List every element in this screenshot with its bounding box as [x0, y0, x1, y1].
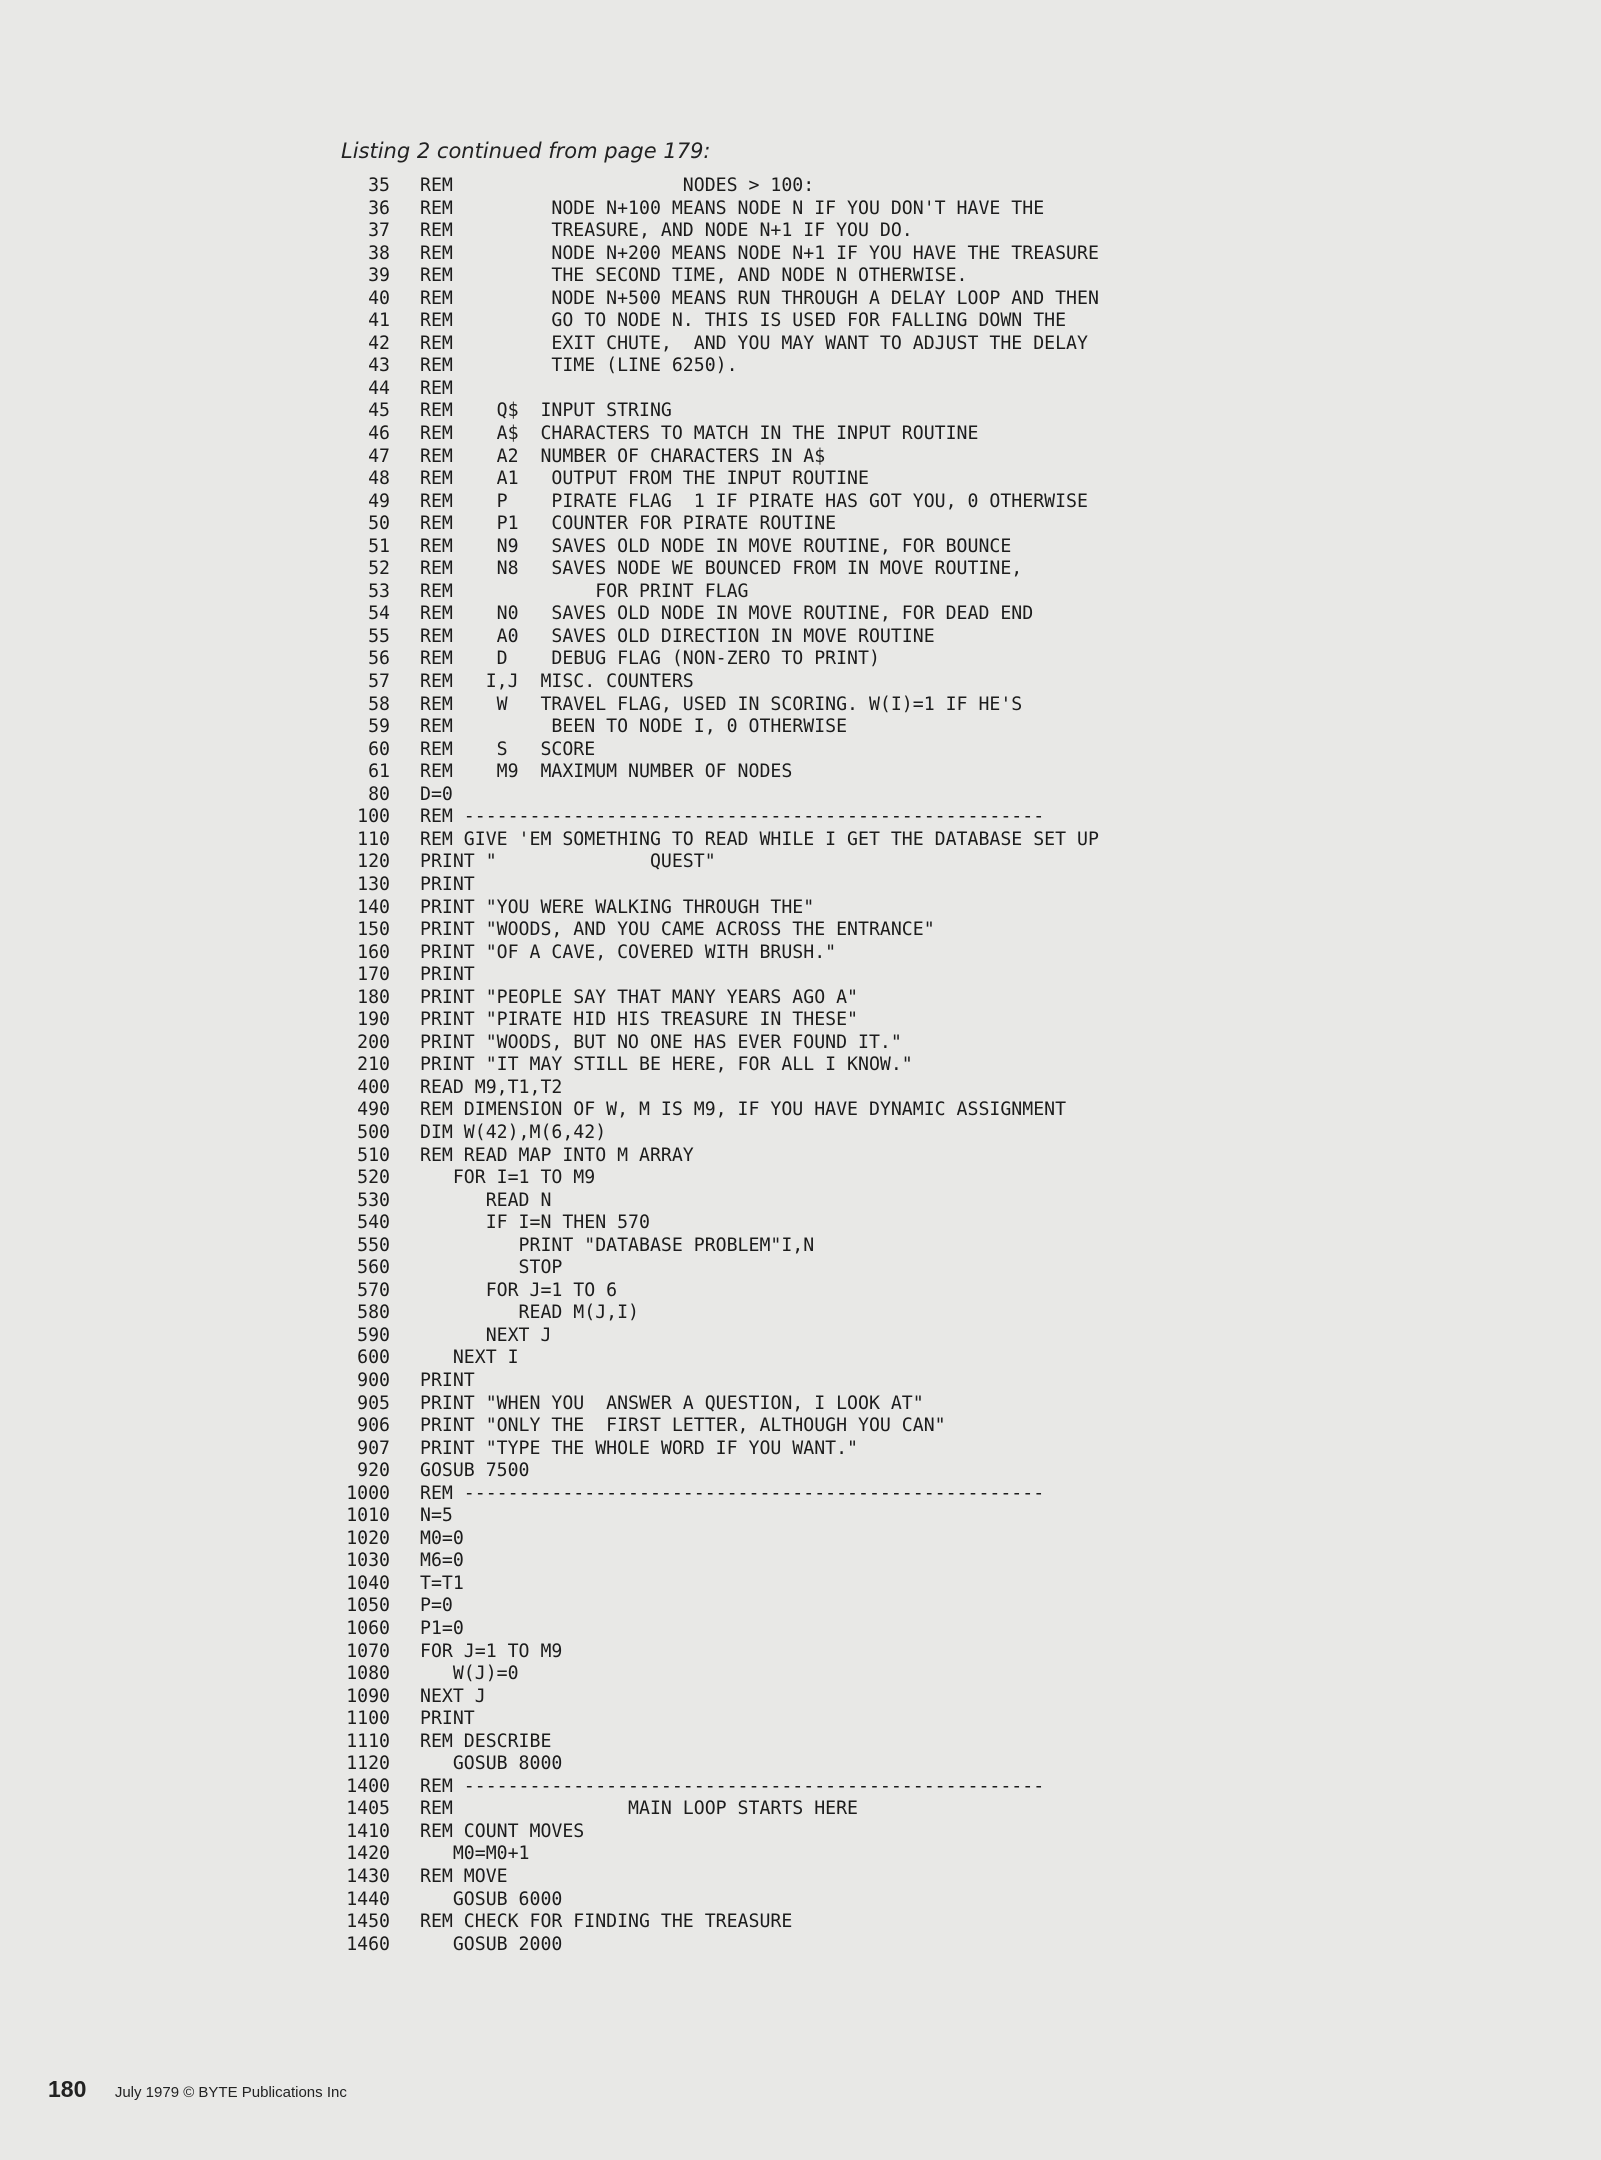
code-line: [300, 1889, 1300, 1912]
line-code: P1=0: [420, 1618, 464, 1639]
line-number: 1110: [346, 1730, 390, 1752]
code-line: [300, 491, 1300, 514]
line-code: REM D DEBUG FLAG (NON-ZERO TO PRINT): [420, 648, 880, 670]
line-number: 1040: [346, 1572, 390, 1594]
line-code: NEXT J: [420, 1685, 486, 1707]
line-code: M0=M0+1: [420, 1843, 530, 1865]
line-number: 1400: [346, 1775, 390, 1797]
line-code: REM P PIRATE FLAG 1 IF PIRATE HAS GOT YOU, 0 OTHERWISE: [420, 490, 1088, 512]
line-code: PRINT: [420, 1369, 475, 1391]
code-line: [300, 1347, 1300, 1370]
code-line: [300, 603, 1300, 626]
line-code: REM NODE N+100 MEANS NODE N IF YOU DON'T HAVE THE: [420, 197, 1045, 219]
code-line: [300, 919, 1300, 942]
line-number: 100: [357, 806, 390, 828]
line-code: PRINT "OF A CAVE, COVERED WITH BRUSH.": [420, 941, 837, 963]
line-number: 58: [368, 693, 390, 715]
line-code: REM -----------------------------------------------------: [420, 806, 1045, 828]
line-code: REM A1 OUTPUT FROM THE INPUT ROUTINE: [420, 468, 869, 490]
line-code: REM: [420, 377, 453, 399]
line-number: 200: [357, 1031, 390, 1053]
line-number: 1420: [346, 1843, 390, 1865]
line-code: REM W TRAVEL FLAG, USED IN SCORING. W(I)=1 IF HE'S: [420, 693, 1023, 715]
line-number: 190: [357, 1009, 390, 1031]
line-code: REM FOR PRINT FLAG: [420, 580, 749, 602]
line-code: REM A$ CHARACTERS TO MATCH IN THE INPUT ROUTINE: [420, 423, 979, 445]
code-line: [300, 1190, 1300, 1213]
line-number: 1460: [346, 1933, 390, 1955]
code-line: [300, 1843, 1300, 1866]
code-line: [300, 1731, 1300, 1754]
line-code: REM TREASURE, AND NODE N+1 IF YOU DO.: [420, 220, 913, 242]
page-footer: [48, 2076, 347, 2103]
line-code: REM A0 SAVES OLD DIRECTION IN MOVE ROUTINE: [420, 625, 935, 647]
line-code: REM N9 SAVES OLD NODE IN MOVE ROUTINE, FOR BOUNCE: [420, 535, 1012, 557]
line-number: 900: [357, 1369, 390, 1391]
code-line: [300, 1550, 1300, 1573]
code-line: [300, 355, 1300, 378]
line-code: NEXT I: [420, 1347, 519, 1369]
line-code: REM DESCRIBE: [420, 1730, 552, 1752]
page-number: 180: [48, 2076, 87, 2102]
line-code: REM MOVE: [420, 1866, 508, 1888]
line-number: 56: [368, 648, 390, 670]
line-code: PRINT: [420, 964, 475, 986]
line-number: 60: [368, 738, 390, 760]
code-line: [300, 1708, 1300, 1731]
line-code: GOSUB 8000: [420, 1753, 563, 1775]
code-line: [300, 220, 1300, 243]
code-line: [300, 1145, 1300, 1168]
code-line: [300, 1415, 1300, 1438]
line-number: 550: [357, 1234, 390, 1256]
line-number: 1440: [346, 1888, 390, 1910]
line-number: 50: [368, 513, 390, 535]
code-line: [300, 1663, 1300, 1686]
code-line: [300, 1911, 1300, 1934]
code-line: [300, 987, 1300, 1010]
line-number: 1100: [346, 1708, 390, 1730]
code-line: [300, 851, 1300, 874]
line-number: 400: [357, 1076, 390, 1098]
line-code: READ N: [420, 1189, 552, 1211]
code-line: [300, 536, 1300, 559]
line-code: GOSUB 6000: [420, 1888, 563, 1910]
line-number: 36: [368, 197, 390, 219]
line-code: REM NODE N+500 MEANS RUN THROUGH A DELAY LOOP AND THEN: [420, 287, 1099, 309]
code-line: [300, 1280, 1300, 1303]
code-line: [300, 400, 1300, 423]
code-line: [300, 446, 1300, 469]
line-code: REM P1 COUNTER FOR PIRATE ROUTINE: [420, 513, 837, 535]
line-code: GOSUB 2000: [420, 1933, 563, 1955]
code-line: [300, 1077, 1300, 1100]
code-line: [300, 1167, 1300, 1190]
code-line: [300, 671, 1300, 694]
line-code: PRINT "WOODS, BUT NO ONE HAS EVER FOUND IT.": [420, 1031, 902, 1053]
line-number: 1410: [346, 1820, 390, 1842]
line-code: FOR J=1 TO M9: [420, 1640, 563, 1662]
line-number: 47: [368, 445, 390, 467]
line-number: 1430: [346, 1866, 390, 1888]
line-number: 1020: [346, 1527, 390, 1549]
code-line: [300, 1054, 1300, 1077]
line-code: DIM W(42),M(6,42): [420, 1121, 607, 1143]
code-line: [300, 333, 1300, 356]
line-number: 1405: [346, 1798, 390, 1820]
line-number: 37: [368, 220, 390, 242]
line-code: M0=0: [420, 1527, 464, 1549]
line-code: REM NODE N+200 MEANS NODE N+1 IF YOU HAVE THE TREASURE: [420, 242, 1099, 264]
line-code: STOP: [420, 1257, 563, 1279]
line-number: 57: [368, 671, 390, 693]
code-line: [300, 288, 1300, 311]
code-listing: [300, 175, 1300, 1956]
line-number: 590: [357, 1324, 390, 1346]
line-number: 1060: [346, 1618, 390, 1639]
code-line: [300, 942, 1300, 965]
line-code: REM EXIT CHUTE, AND YOU MAY WANT TO ADJUST THE DELAY: [420, 332, 1088, 354]
line-number: 520: [357, 1167, 390, 1189]
line-code: REM DIMENSION OF W, M IS M9, IF YOU HAVE DYNAMIC ASSIGNMENT: [420, 1099, 1067, 1121]
code-line: [300, 1505, 1300, 1528]
code-line: [300, 265, 1300, 288]
code-line: [300, 310, 1300, 333]
code-line: [300, 1009, 1300, 1032]
code-line: [300, 175, 1300, 198]
code-line: [300, 1235, 1300, 1258]
line-code: D=0: [420, 783, 453, 805]
line-number: 43: [368, 355, 390, 377]
line-code: P=0: [420, 1595, 453, 1617]
line-code: PRINT "WOODS, AND YOU CAME ACROSS THE ENTRANCE": [420, 919, 935, 941]
line-number: 38: [368, 242, 390, 264]
code-line: [300, 1528, 1300, 1551]
line-number: 40: [368, 287, 390, 309]
code-line: [300, 739, 1300, 762]
code-line: [300, 1618, 1300, 1641]
line-code: PRINT "ONLY THE FIRST LETTER, ALTHOUGH YOU CAN": [420, 1415, 946, 1437]
code-line: [300, 198, 1300, 221]
line-code: REM N0 SAVES OLD NODE IN MOVE ROUTINE, FOR DEAD END: [420, 603, 1034, 625]
line-number: 150: [357, 919, 390, 941]
line-number: 110: [357, 828, 390, 850]
line-code: READ M(J,I): [420, 1302, 639, 1324]
line-code: PRINT "TYPE THE WHOLE WORD IF YOU WANT.": [420, 1437, 858, 1459]
line-code: REM I,J MISC. COUNTERS: [420, 671, 694, 693]
code-line: [300, 897, 1300, 920]
code-line: [300, 1099, 1300, 1122]
line-code: REM M9 MAXIMUM NUMBER OF NODES: [420, 761, 793, 783]
code-line: [300, 1573, 1300, 1596]
line-number: 1090: [346, 1685, 390, 1707]
line-number: 906: [357, 1415, 390, 1437]
line-number: 52: [368, 558, 390, 580]
line-number: 39: [368, 265, 390, 287]
line-number: 170: [357, 964, 390, 986]
code-line: [300, 581, 1300, 604]
line-number: 53: [368, 580, 390, 602]
code-line: [300, 874, 1300, 897]
code-line: [300, 761, 1300, 784]
line-code: PRINT: [420, 1708, 475, 1730]
line-code: FOR J=1 TO 6: [420, 1279, 618, 1301]
code-line: [300, 1212, 1300, 1235]
code-line: [300, 1934, 1300, 1957]
code-line: [300, 806, 1300, 829]
code-line: [300, 626, 1300, 649]
line-code: REM N8 SAVES NODE WE BOUNCED FROM IN MOVE ROUTINE,: [420, 558, 1023, 580]
line-code: REM COUNT MOVES: [420, 1820, 585, 1842]
line-number: 41: [368, 310, 390, 332]
line-code: PRINT: [420, 873, 475, 895]
code-line: [300, 1866, 1300, 1889]
code-line: [300, 513, 1300, 536]
line-number: 80: [368, 783, 390, 805]
line-number: 905: [357, 1392, 390, 1414]
line-code: FOR I=1 TO M9: [420, 1167, 596, 1189]
line-number: 510: [357, 1144, 390, 1166]
code-line: [300, 1641, 1300, 1664]
code-line: [300, 378, 1300, 401]
line-code: REM -----------------------------------------------------: [420, 1482, 1045, 1504]
line-number: 570: [357, 1279, 390, 1301]
line-number: 46: [368, 423, 390, 445]
line-number: 560: [357, 1257, 390, 1279]
code-line: [300, 1122, 1300, 1145]
line-number: 180: [357, 986, 390, 1008]
code-line: [300, 1302, 1300, 1325]
code-line: [300, 829, 1300, 852]
code-line: [300, 1257, 1300, 1280]
line-number: 1050: [346, 1595, 390, 1617]
line-code: PRINT "PEOPLE SAY THAT MANY YEARS AGO A": [420, 986, 858, 1008]
line-code: REM -----------------------------------------------------: [420, 1775, 1045, 1797]
code-line: [300, 1595, 1300, 1618]
line-code: M6=0: [420, 1550, 464, 1572]
line-code: PRINT " QUEST": [420, 851, 716, 873]
line-number: 1000: [346, 1482, 390, 1504]
line-code: W(J)=0: [420, 1663, 519, 1685]
line-code: N=5: [420, 1505, 453, 1527]
code-line: [300, 1325, 1300, 1348]
line-number: 48: [368, 468, 390, 490]
line-number: 44: [368, 377, 390, 399]
line-code: REM THE SECOND TIME, AND NODE N OTHERWISE.: [420, 265, 968, 287]
line-number: 61: [368, 761, 390, 783]
line-number: 54: [368, 603, 390, 625]
code-line: [300, 964, 1300, 987]
code-line: [300, 1798, 1300, 1821]
code-line: [300, 1483, 1300, 1506]
code-line: [300, 1460, 1300, 1483]
line-number: 580: [357, 1302, 390, 1324]
line-number: 42: [368, 332, 390, 354]
code-line: [300, 243, 1300, 266]
code-line: [300, 784, 1300, 807]
code-line: [300, 1370, 1300, 1393]
line-code: REM A2 NUMBER OF CHARACTERS IN A$: [420, 445, 826, 467]
code-line: [300, 468, 1300, 491]
line-number: 49: [368, 490, 390, 512]
line-number: 1010: [346, 1505, 390, 1527]
line-code: T=T1: [420, 1572, 464, 1594]
line-number: 1080: [346, 1663, 390, 1685]
line-code: IF I=N THEN 570: [420, 1212, 650, 1234]
line-code: PRINT "PIRATE HID HIS TREASURE IN THESE": [420, 1009, 858, 1031]
line-number: 160: [357, 941, 390, 963]
line-number: 1030: [346, 1550, 390, 1572]
code-line: [300, 1032, 1300, 1055]
line-code: READ M9,T1,T2: [420, 1076, 563, 1098]
code-line: [300, 1393, 1300, 1416]
line-number: 140: [357, 896, 390, 918]
line-number: 120: [357, 851, 390, 873]
line-number: 1070: [346, 1640, 390, 1662]
listing-continued-heading: Listing 2 continued from page 179:: [341, 139, 711, 163]
code-line: [300, 1686, 1300, 1709]
line-number: 45: [368, 400, 390, 422]
line-number: 51: [368, 535, 390, 557]
line-code: PRINT "YOU WERE WALKING THROUGH THE": [420, 896, 815, 918]
line-code: REM CHECK FOR FINDING THE TREASURE: [420, 1911, 793, 1933]
line-number: 55: [368, 625, 390, 647]
code-line: [300, 716, 1300, 739]
code-line: [300, 423, 1300, 446]
line-code: PRINT "IT MAY STILL BE HERE, FOR ALL I KNOW.": [420, 1054, 913, 1076]
line-code: REM NODES > 100:: [420, 175, 815, 196]
publication-credit: July 1979 © BYTE Publications Inc: [114, 2084, 347, 2101]
line-number: 35: [368, 175, 390, 196]
line-number: 490: [357, 1099, 390, 1121]
line-number: 920: [357, 1460, 390, 1482]
line-number: 540: [357, 1212, 390, 1234]
line-number: 210: [357, 1054, 390, 1076]
line-code: NEXT J: [420, 1324, 552, 1346]
line-number: 130: [357, 873, 390, 895]
line-number: 530: [357, 1189, 390, 1211]
line-number: 600: [357, 1347, 390, 1369]
line-number: 1120: [346, 1753, 390, 1775]
line-code: REM S SCORE: [420, 738, 596, 760]
code-line: [300, 1753, 1300, 1776]
code-line: [300, 1776, 1300, 1799]
code-line: [300, 558, 1300, 581]
code-line: [300, 648, 1300, 671]
line-code: REM TIME (LINE 6250).: [420, 355, 738, 377]
line-code: PRINT "DATABASE PROBLEM"I,N: [420, 1234, 815, 1256]
line-number: 59: [368, 716, 390, 738]
line-code: PRINT "WHEN YOU ANSWER A QUESTION, I LOOK AT": [420, 1392, 924, 1414]
line-number: 1450: [346, 1911, 390, 1933]
code-line: [300, 1438, 1300, 1461]
code-line: [300, 1821, 1300, 1844]
line-code: REM BEEN TO NODE I, 0 OTHERWISE: [420, 716, 848, 738]
line-code: REM READ MAP INTO M ARRAY: [420, 1144, 694, 1166]
line-number: 500: [357, 1121, 390, 1143]
code-line: [300, 694, 1300, 717]
line-code: REM Q$ INPUT STRING: [420, 400, 672, 422]
line-number: 907: [357, 1437, 390, 1459]
line-code: REM GIVE 'EM SOMETHING TO READ WHILE I GET THE DATABASE SET UP: [420, 828, 1099, 850]
line-code: GOSUB 7500: [420, 1460, 530, 1482]
line-code: REM GO TO NODE N. THIS IS USED FOR FALLING DOWN THE: [420, 310, 1067, 332]
line-code: REM MAIN LOOP STARTS HERE: [420, 1798, 858, 1820]
